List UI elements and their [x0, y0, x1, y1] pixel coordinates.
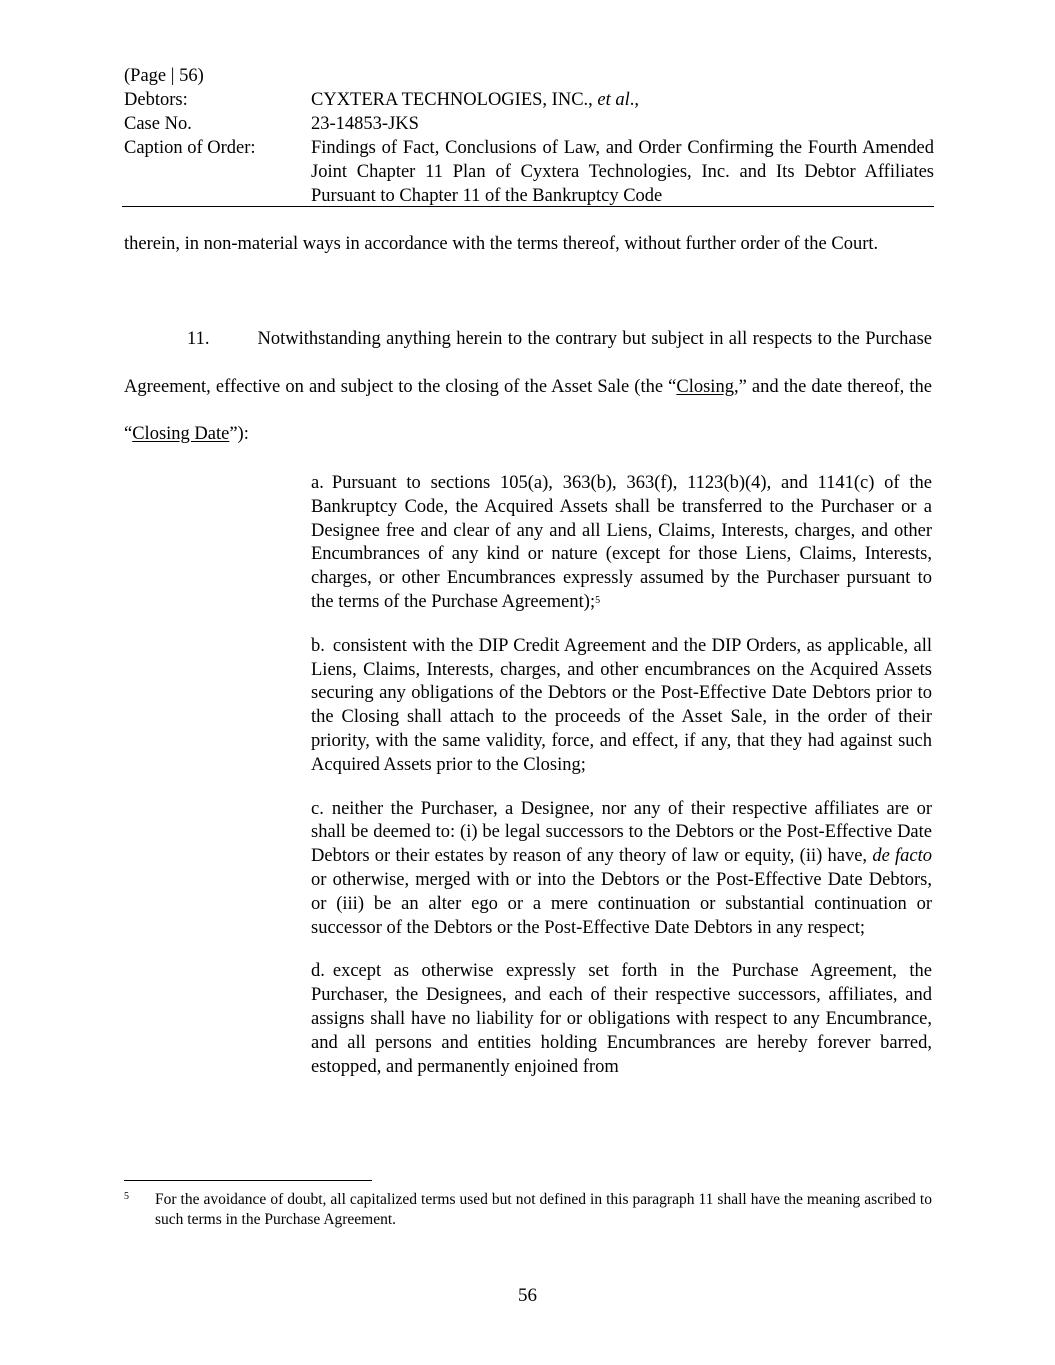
case-label: Case No.	[124, 114, 192, 134]
case-number: 23-14853-JKS	[311, 114, 419, 134]
subparagraph-c-text-2: or otherwise, merged with or into the Debtors or the Post-Effective Date Debtors, or (iii) be an alter ego or a mere continuation or substantial continuation or successor of the Debtors or the Post-Effective Date Debtors in any respect;	[311, 869, 932, 938]
subparagraph-c	[311, 798, 932, 941]
closing-defined-term: Closing	[676, 376, 734, 397]
subparagraph-a-label: a.	[311, 473, 324, 493]
de-facto-term: de facto	[872, 846, 933, 867]
subparagraph-b-label: b.	[311, 635, 325, 656]
subparagraph-a	[311, 472, 932, 615]
debtors-et-al: et al	[597, 90, 630, 110]
paragraph-11-text-2: ,” and the date thereof, the “	[124, 376, 932, 444]
closing-date-defined-term: Closing Date	[132, 424, 230, 444]
footnote	[124, 1190, 932, 1230]
debtors-name: CYXTERA TECHNOLOGIES, INC.,	[311, 90, 593, 110]
subparagraph-c-text-1: neither the Purchaser, a Designee, nor any of their respective affiliates are or shall be deemed to: (i) be legal successors to the Debtors or the Post-Effective Date Debtors or their estates by reason of any theory of law or equity, (ii) have,	[311, 798, 932, 867]
case-number-row	[124, 112, 934, 136]
paragraph-11-text-1: Notwithstanding anything herein to the contrary but subject in all respects to the Purchase Agreement, effective on and subject to the closing of the Asset Sale (the “	[124, 329, 932, 397]
continuation-paragraph: therein, in non-material ways in accordance with the terms thereof, without further order of the Court.	[124, 234, 879, 254]
page-number: 56	[518, 1285, 537, 1306]
caption-row	[124, 136, 934, 208]
case-header	[124, 64, 934, 208]
footnote-divider	[124, 1180, 372, 1181]
subparagraph-d-label: d.	[311, 961, 325, 982]
debtors-tail: .,	[629, 90, 640, 110]
subparagraph-c-label: c.	[311, 798, 324, 819]
subparagraph-d-text: except as otherwise expressly set forth in the Purchase Agreement, the Purchaser, the Designees, and each of their respective successors, affiliates, and assigns shall have no liability for or obligations with respect to any Encumbrance, and all persons and entities holding Encumbrances are hereby forever barred, estopped, and permanently enjoined from	[311, 961, 932, 1077]
footnote-reference[interactable]: 5	[595, 594, 601, 606]
debtors-row	[124, 88, 934, 112]
caption-label: Caption of Order:	[124, 138, 256, 158]
footnote-text: For the avoidance of doubt, all capitalized terms used but not defined in this paragraph 11 shall have the meaning ascribed to such terms in the Purchase Agreement.	[155, 1191, 932, 1228]
subparagraph-list	[311, 472, 932, 1099]
caption-value: Findings of Fact, Conclusions of Law, and Order Confirming the Fourth Amended Joint Chapter 11 Plan of Cyxtera Technologies, Inc. and Its Debtor Affiliates Pursuant to Chapter 11 of the Bankruptcy Code	[311, 138, 934, 206]
paragraph-number: 11.	[187, 329, 210, 349]
debtors-value	[311, 88, 934, 112]
page-ref-row	[124, 64, 934, 88]
paragraph-11	[124, 316, 932, 459]
subparagraph-a-text: Pursuant to sections 105(a), 363(b), 363(f), 1123(b)(4), and 1141(c) of the Bankruptcy Code, the Acquired Assets shall be transferred to the Purchaser or a Designee free and clear of any and all Liens, Claims, Interests, charges, and other Encumbrances of any kind or nature (except for those Liens, Claims, Interests, charges, or other Encumbrances expressly assumed by the Purchaser pursuant to the terms of the Purchase Agreement);	[311, 473, 932, 612]
page-reference: (Page | 56)	[124, 66, 204, 86]
subparagraph-d	[311, 960, 932, 1079]
subparagraph-b-text: consistent with the DIP Credit Agreement and the DIP Orders, as applicable, all Liens, Claims, Interests, charges, and other encumbrances on the Acquired Assets securing any obligations of the Debtors or the Post-Effective Date Debtors prior to the Closing shall attach to the proceeds of the Asset Sale, in the order of their priority, with the same validity, force, and effect, if any, that they had against such Acquired Assets prior to the Closing;	[311, 635, 932, 775]
paragraph-11-text-3: ”):	[229, 424, 249, 444]
header-divider	[122, 206, 934, 207]
subparagraph-b	[311, 635, 932, 778]
debtors-label: Debtors:	[124, 90, 188, 110]
footnote-mark: 5	[124, 1191, 129, 1202]
